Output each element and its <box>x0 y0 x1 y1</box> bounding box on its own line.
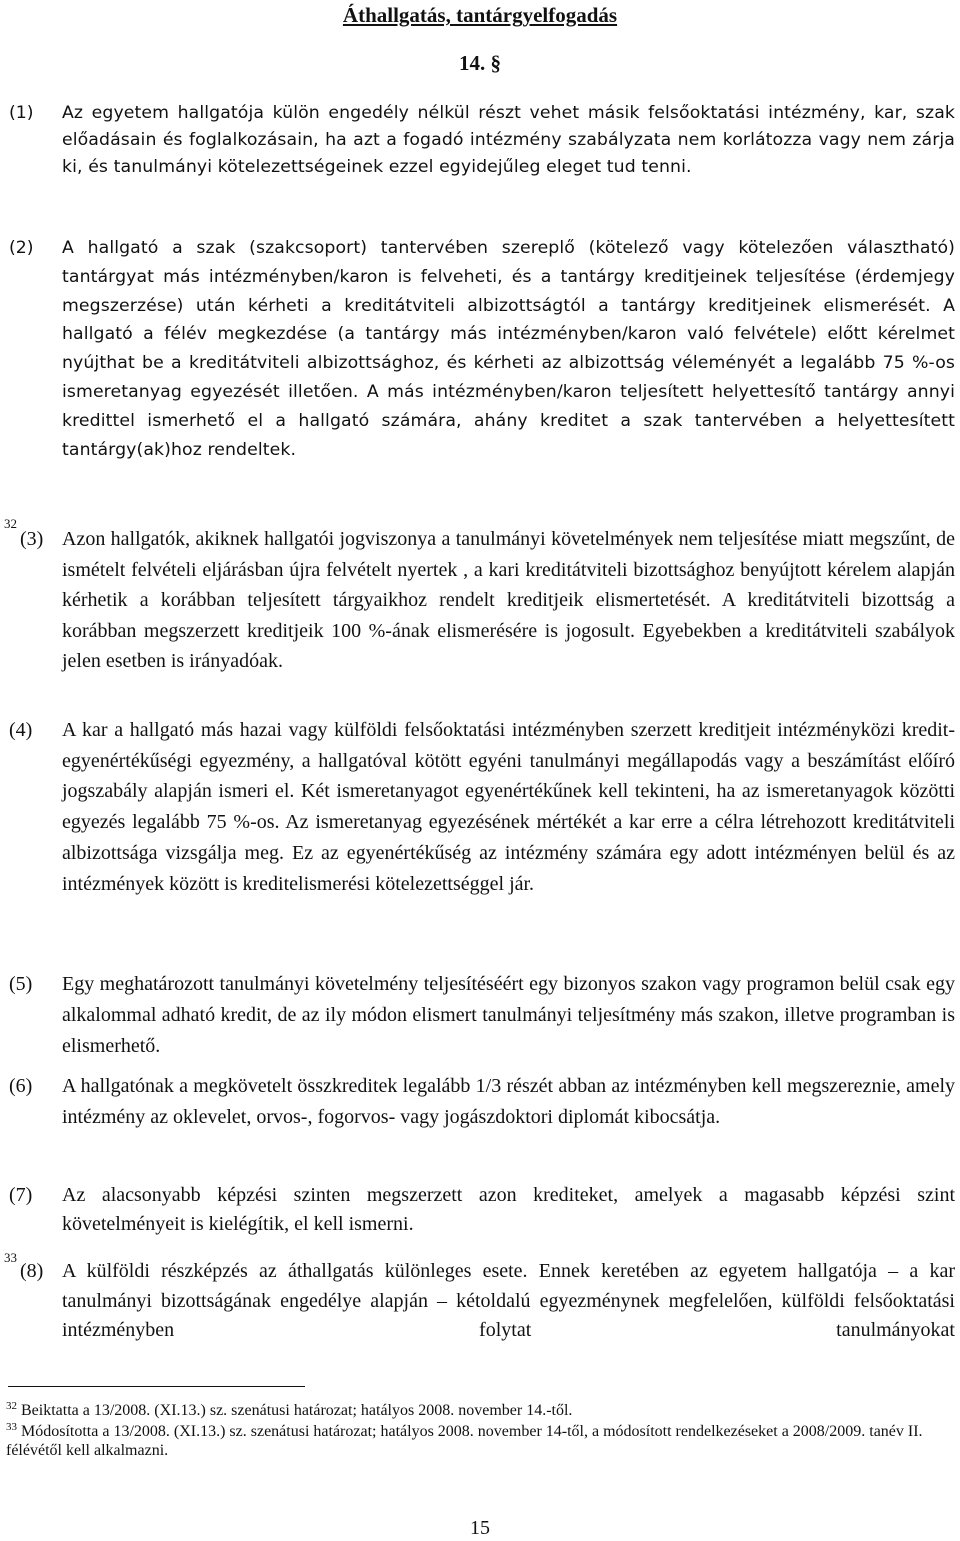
paragraph-number-5: (5) <box>9 973 33 995</box>
paragraph-number-2: (2) <box>9 238 34 258</box>
document-title: Áthallgatás, tantárgyelfogadás <box>342 3 618 27</box>
paragraph-number-3: (3) <box>20 528 44 550</box>
footnote-separator <box>8 1386 305 1387</box>
footnote-33 <box>6 1422 946 1460</box>
paragraph-1: Az egyetem hallgatója külön engedély nélkül részt vehet másik felsőoktatási intézmény, kar, szak előadásain és foglalkozásain, ha azt a fogadó intézmény szabályzata nem korlátozza vagy nem zárja ki, és tanulmányi kötelezettségeinek ezzel egyidejűleg eleget tud tenni. <box>62 103 955 177</box>
footnote-32 <box>6 1401 946 1420</box>
paragraph-5: Egy meghatározott tanulmányi követelmény teljesítéséért egy bizonyos szakon vagy programon belül csak egy alkalommal adható kredit, de az ily módon elismert tanulmányi teljesítmény más szakon, illetve programban is elismerhető. <box>62 973 955 1057</box>
footnote-ref-33: 33 <box>4 1250 17 1265</box>
paragraph-number-6: (6) <box>9 1075 33 1097</box>
footnote-mark: 33 <box>6 1421 17 1433</box>
paragraph-3: Azon hallgatók, akiknek hallgatói jogviszonya a tanulmányi követelmények nem teljesítése miatt megszűnt, de ismételt felvételi eljárásban újra felvételt nyertek , a kari kreditátviteli bizottsághoz benyújtott kérelem alapján kérhetik a korábban teljesített tárgyaikhoz rendelt kreditjeik elismertetését. A kreditátviteli bizottság a korábban megszerzett kreditjeik 100 %-ának elismerésére is jogosult. Egyebekben a kreditátviteli szabályok jelen esetben is irányadóak. <box>62 528 955 673</box>
page-number: 15 <box>470 1517 490 1539</box>
footnote-ref-32: 32 <box>4 516 17 531</box>
paragraph-number-4: (4) <box>9 719 33 741</box>
footnote-text: Beiktatta a 13/2008. (XI.13.) sz. szenátusi határozat; hatályos 2008. november 14.-től. <box>21 1402 573 1419</box>
footnote-text: Módosította a 13/2008. (XI.13.) sz. szenátusi határozat; hatályos 2008. november 14-től, a módosított rendelkezéseket a 2008/2009. tanév II. félévétől kell alkalmazni. <box>6 1423 923 1459</box>
paragraph-7: Az alacsonyabb képzési szinten megszerzett azon krediteket, amelyek a magasabb képzési szint követelményeit is kielégítik, el kell ismerni. <box>62 1184 955 1235</box>
paragraph-6: A hallgatónak a megkövetelt összkreditek legalább 1/3 részét abban az intézményben kell megszereznie, amely intézmény az oklevelet, orvos-, fogorvos- vagy jogászdoktori diplomát kibocsátja. <box>62 1075 955 1128</box>
paragraph-number-8: (8) <box>20 1260 44 1282</box>
footnote-mark: 32 <box>6 1400 17 1412</box>
paragraph-4: A kar a hallgató más hazai vagy külföldi felsőoktatási intézményben szerzett kreditjeit intézményközi kredit-egyenértékűségi egyezmény, a hallgatóval kötött egyéni tanulmányi megállapodás vagy a beszámítást előíró jogszabály alapján ismeri el. Két ismeretanyagot egyenértékűnek kell tekinteni, ha az ismeretanyagok közötti egyezés legalább 75 %-os. Az ismeretanyag egyezésének mértékét a kar erre a célra létrehozott kreditátviteli albizottsága vizsgálja meg. Ez az egyenértékűség az intézmény számára egy adott intézményen belül és az intézmények között is kreditelismerési kötelezettséggel jár. <box>62 719 955 895</box>
paragraph-number-1: (1) <box>9 103 34 123</box>
section-number: 14. § <box>459 51 501 75</box>
paragraph-number-7: (7) <box>9 1184 33 1206</box>
paragraph-2: A hallgató a szak (szakcsoport) tantervében szereplő (kötelező vagy kötelezően választható) tantárgyat más intézményben/karon is felveheti, és a tantárgy kreditjeinek teljesítése (érdemjegy megszerzése) után kérheti a kreditátviteli albizottságtól a tantárgy kreditjeinek elismerését. A hallgató a félév megkezdése (a tantárgy más intézményben/karon való felvétele) előtt kérelmet nyújthat be a kreditátviteli albizottsághoz, és kérheti az albizottság véleményét a legalább 75 %-os ismeretanyag egyezését illetően. A más intézményben/karon teljesített helyettesítő tantárgy annyi kredittel ismerhető el a hallgató számára, ahány kreditet a szak tantervében a helyettesített tantárgy(ak)hoz rendeltek. <box>62 238 955 460</box>
paragraph-8: A külföldi részképzés az áthallgatás különleges esete. Ennek keretében az egyetem hallgatója – a kar tanulmányi bizottságának engedélye alapján – kétoldalú egyezménynek megfelelően, külföldi felsőoktatási intézményben folytat tanulmányokat <box>62 1260 955 1341</box>
